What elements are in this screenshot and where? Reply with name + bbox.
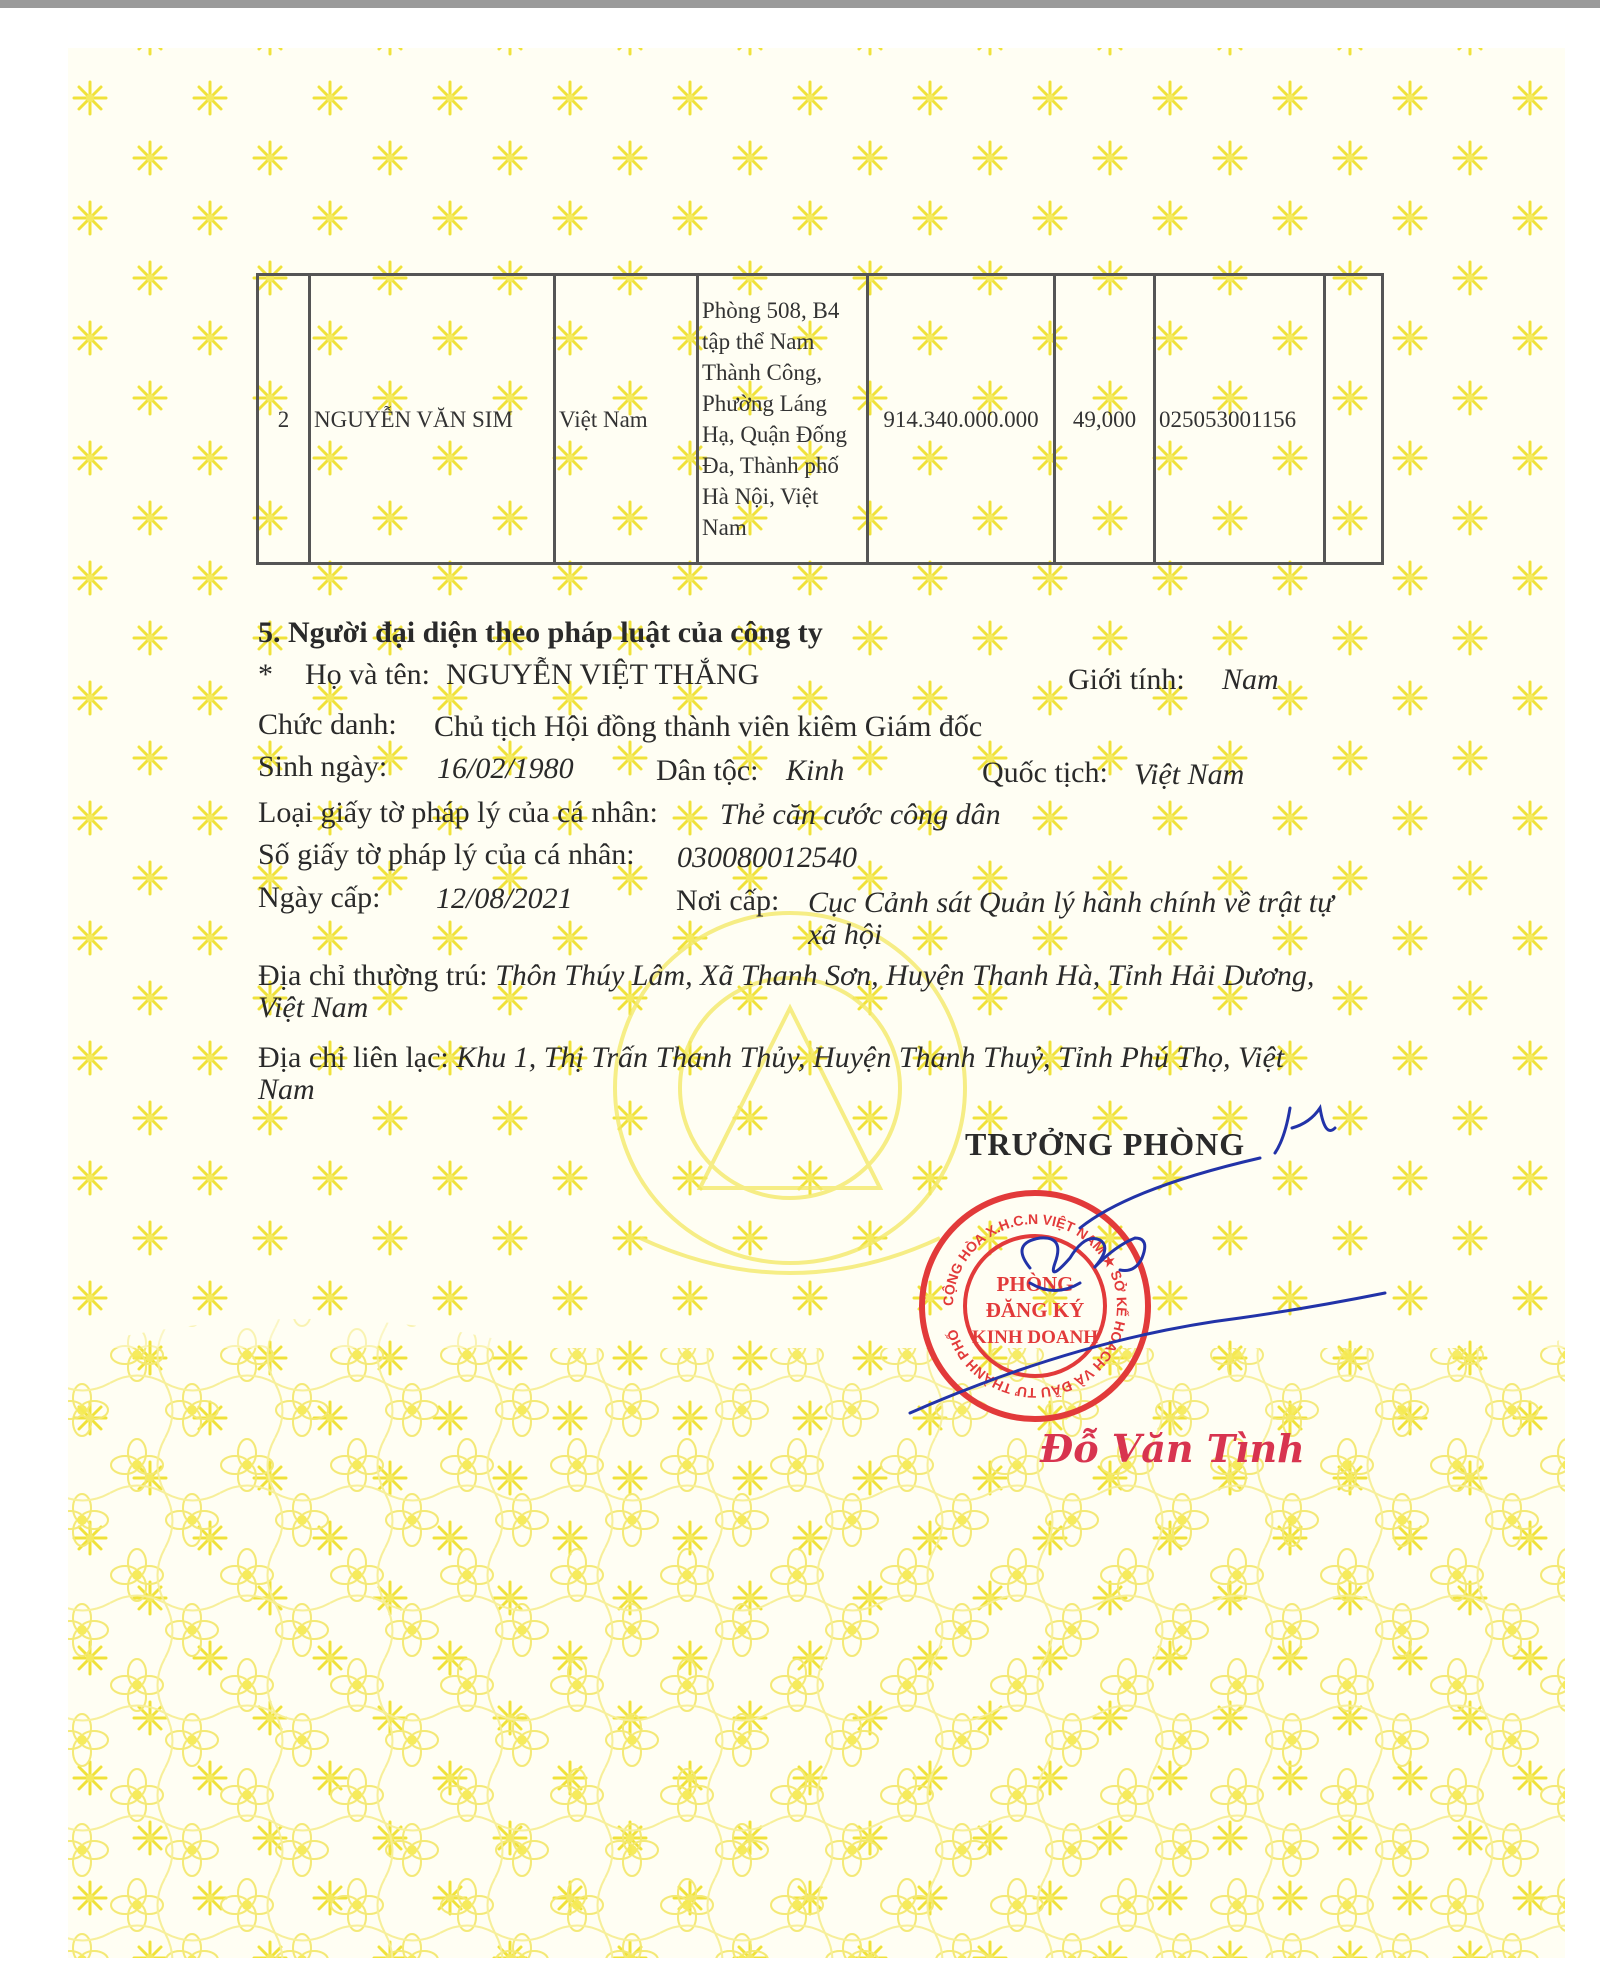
doc-number-value: 030080012540 bbox=[677, 841, 857, 874]
permanent-address bbox=[258, 960, 1348, 1024]
contact-address-label: Địa chỉ liên lạc: bbox=[258, 1041, 449, 1074]
contact-address-value: Khu 1, Thị Trấn Thanh Thủy, Huyện Thanh Thuỷ, Tỉnh Phú Thọ, Việt Nam bbox=[258, 1041, 1285, 1106]
signer-position: TRƯỞNG PHÒNG bbox=[965, 1126, 1246, 1162]
row-index: 2 bbox=[258, 275, 310, 564]
issue-place-value: Cục Cảnh sát Quản lý hành chính về trật tự xã hội bbox=[808, 886, 1334, 951]
nationality-value: Việt Nam bbox=[1134, 758, 1245, 791]
title-label: Chức danh: bbox=[258, 708, 397, 741]
section-heading: 5. Người đại diện theo pháp luật của công ty bbox=[258, 616, 823, 649]
table-row bbox=[258, 275, 1383, 564]
name-value: NGUYỄN VIỆT THẮNG bbox=[446, 658, 760, 691]
member-nationality: Việt Nam bbox=[555, 275, 698, 564]
ethnic-value: Kinh bbox=[786, 754, 845, 787]
permanent-address-value: Thôn Thúy Lâm, Xã Thanh Sơn, Huyện Thanh Hà, Tỉnh Hải Dương, Việt Nam bbox=[258, 959, 1315, 1024]
ethnic-label: Dân tộc: bbox=[656, 754, 759, 787]
member-id-number: 025053001156 bbox=[1155, 275, 1325, 564]
members-table bbox=[256, 273, 1384, 565]
stamp-ring-text: CỘNG HÒA X.H.C.N VIỆT NAM ★ SỞ KẾ HOẠCH VÀ ĐẦU TƯ THÀNH PHỐ bbox=[939, 1210, 1131, 1402]
name-label: Họ và tên: bbox=[305, 658, 430, 691]
document-page bbox=[0, 8, 1600, 1963]
gender-label: Giới tính: bbox=[1068, 663, 1185, 696]
stamp-line-3: KINH DOANH bbox=[971, 1327, 1099, 1348]
title-value: Chủ tịch Hội đồng thành viên kiêm Giám đốc bbox=[434, 710, 983, 743]
member-ratio: 49,000 bbox=[1055, 275, 1155, 564]
dob-value: 16/02/1980 bbox=[437, 752, 574, 785]
member-name: NGUYỄN VĂN SIM bbox=[310, 275, 555, 564]
stamp-line-2: ĐĂNG KÝ bbox=[985, 1298, 1085, 1322]
handwritten-signature bbox=[880, 1068, 1400, 1428]
doc-number-label: Số giấy tờ pháp lý của cá nhân: bbox=[258, 838, 635, 871]
gender-value: Nam bbox=[1222, 663, 1279, 696]
signer-name: Đỗ Văn Tình bbox=[1040, 1426, 1305, 1471]
permanent-address-label: Địa chỉ thường trú: bbox=[258, 959, 488, 992]
doc-type-value: Thẻ căn cước công dân bbox=[720, 798, 1001, 831]
doc-type-label: Loại giấy tờ pháp lý của cá nhân: bbox=[258, 796, 658, 829]
issue-date-value: 12/08/2021 bbox=[436, 882, 573, 915]
nationality-label: Quốc tịch: bbox=[982, 756, 1108, 789]
window-top-border bbox=[0, 0, 1600, 8]
member-address: Phòng 508, B4 tập thể Nam Thành Công, Phường Láng Hạ, Quận Đống Đa, Thành phố Hà Nội, Việt Nam bbox=[698, 275, 868, 564]
issue-place-label: Nơi cấp: bbox=[676, 884, 780, 917]
member-capital: 914.340.000.000 bbox=[868, 275, 1055, 564]
issue-date-label: Ngày cấp: bbox=[258, 881, 381, 914]
stamp-line-1: PHÒNG bbox=[996, 1272, 1074, 1296]
dob-label: Sinh ngày: bbox=[258, 750, 388, 783]
bullet: * bbox=[258, 658, 273, 691]
member-extra bbox=[1325, 275, 1383, 564]
